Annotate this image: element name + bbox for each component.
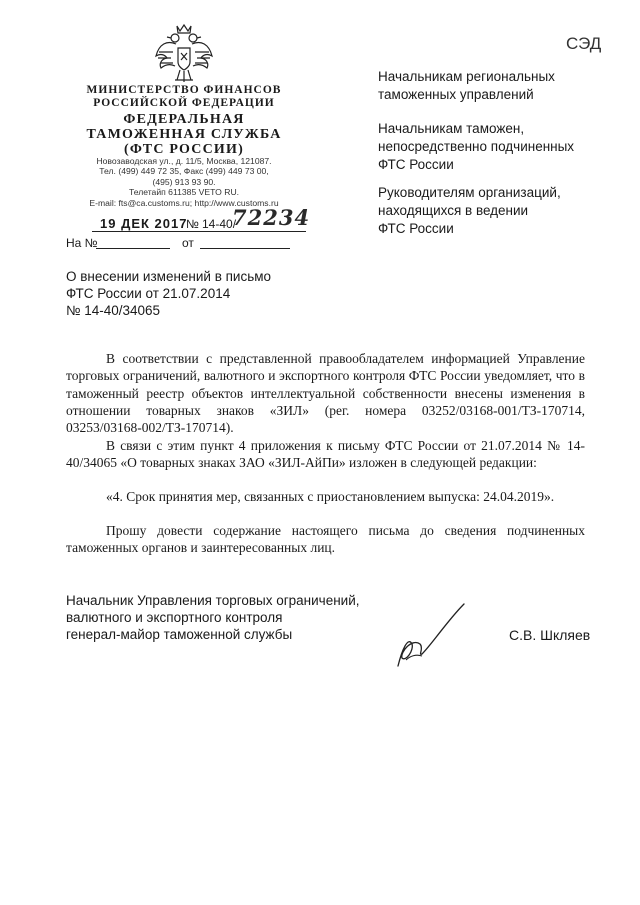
signatory-title-line: Начальник Управления торговых ограничений, bbox=[66, 593, 360, 608]
signatory-title-line: валютного и экспортного контроля bbox=[66, 610, 283, 625]
number-prefix: 14-40/ bbox=[202, 217, 237, 231]
address-line: Тел. (499) 449 72 35, Факс (499) 449 73 00, bbox=[99, 166, 269, 177]
subject-line: О внесении изменений в письмо bbox=[66, 269, 272, 284]
body-paragraph: Прошу довести содержание настоящего письма до сведения подчиненных таможенных органов и заинтересованных лиц. bbox=[66, 523, 585, 556]
ministry-name bbox=[66, 84, 302, 110]
handwritten-signature bbox=[392, 600, 470, 672]
address-line: (495) 913 93 90. bbox=[152, 176, 216, 187]
service-line: ФЕДЕРАЛЬНАЯ bbox=[123, 112, 245, 127]
addressee-line: непосредственно подчиненных bbox=[378, 139, 575, 154]
document-system-mark: СЭД bbox=[566, 34, 602, 53]
ministry-line: МИНИСТЕРСТВО ФИНАНСОВ bbox=[86, 84, 282, 96]
body-paragraph: В связи с этим пункт 4 приложения к письму ФТС России от 21.07.2014 № 14-40/34065 «О товарных знаках ЗАО «ЗИЛ-АйПи» изложен в следующей редакции: bbox=[66, 438, 585, 471]
registration-date: 19 ДЕК 2017 bbox=[100, 216, 188, 231]
number-label: № bbox=[186, 217, 199, 231]
contact-address bbox=[66, 156, 302, 208]
coat-of-arms-emblem bbox=[153, 22, 215, 86]
reply-number-field bbox=[96, 248, 170, 249]
body-paragraph: «4. Срок принятия мер, связанных с приостановлением выпуска: 24.04.2019». bbox=[106, 489, 555, 504]
addressee-line: Руководителям организаций, bbox=[378, 185, 561, 200]
addressee-block bbox=[378, 184, 628, 238]
service-line: ТАМОЖЕННАЯ СЛУЖБА bbox=[86, 127, 282, 142]
addressee-line: Начальникам региональных bbox=[378, 69, 555, 84]
service-name bbox=[66, 112, 302, 157]
addressee-block bbox=[378, 120, 628, 174]
reply-number-label: На № bbox=[66, 236, 98, 250]
signatory-title-line: генерал-майор таможенной службы bbox=[66, 627, 293, 642]
address-line: Телетайп 611385 VETO RU. bbox=[128, 187, 240, 198]
body-paragraph: В соответствии с представленной правообладателем информацией Управление торговых ограничений, валютного и экспортного контроля ФТС России уведомляет, что в таможенный реестр объектов интеллектуальной собственности внесены изменения в отношении товарных знаков «ЗИЛ» (рег. номера 03252/03168-001/ТЗ-170714, 03253/03168-002/ТЗ-170714). bbox=[66, 351, 585, 436]
signatory-title bbox=[66, 592, 386, 643]
address-line: Новозаводская ул., д. 11/5, Москва, 121087. bbox=[96, 156, 272, 166]
reply-date-field bbox=[200, 248, 290, 249]
addressee-block bbox=[378, 68, 628, 104]
address-line: E-mail: fts@ca.customs.ru; http://www.customs.ru bbox=[89, 197, 279, 208]
addressee-line: таможенных управлений bbox=[378, 87, 534, 102]
addressee-line: ФТС России bbox=[378, 157, 454, 172]
letter-subject bbox=[66, 268, 326, 319]
ministry-line: РОССИЙСКОЙ ФЕДЕРАЦИИ bbox=[93, 97, 275, 109]
addressee-line: Начальникам таможен, bbox=[378, 121, 525, 136]
service-line: (ФТС РОССИИ) bbox=[124, 142, 244, 157]
addressee-line: находящихся в ведении bbox=[378, 203, 529, 218]
signatory-name: С.В. Шкляев bbox=[509, 627, 591, 643]
reply-date-label: от bbox=[182, 236, 194, 250]
handwritten-number: 72234 bbox=[232, 205, 311, 230]
subject-line: ФТС России от 21.07.2014 bbox=[66, 286, 231, 301]
addressee-line: ФТС России bbox=[378, 221, 454, 236]
subject-line: № 14-40/34065 bbox=[66, 303, 161, 318]
registration-underline bbox=[92, 231, 306, 232]
